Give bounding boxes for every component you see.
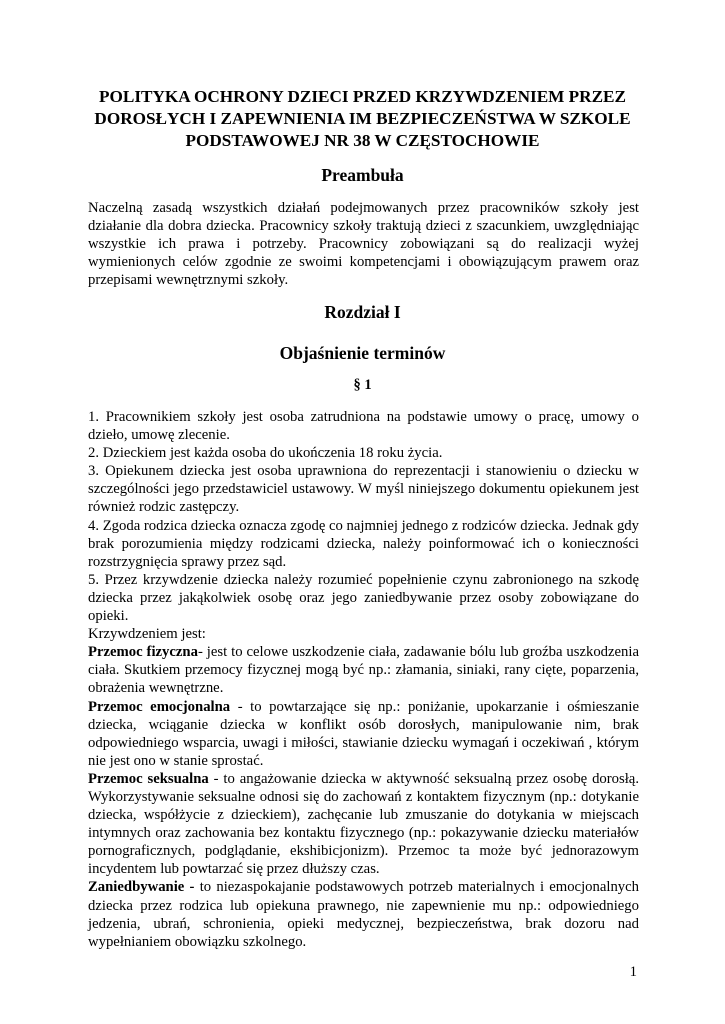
definition-term: Przemoc emocjonalna bbox=[88, 698, 231, 715]
page-number: 1 bbox=[629, 964, 637, 980]
list-item: 1. Pracownikiem szkoły jest osoba zatrudniona na podstawie umowy o pracę, umowy o dzieło, umowę zlecenie. bbox=[88, 409, 639, 444]
chapter-subheading: Objaśnienie terminów bbox=[279, 343, 446, 363]
definition-term: Przemoc seksualna bbox=[88, 770, 209, 787]
definitions-list bbox=[88, 408, 639, 951]
title-line: PODSTAWOWEJ NR 38 W CZĘSTOCHOWIE bbox=[185, 131, 540, 150]
definition-term: Zaniedbywanie - bbox=[88, 879, 195, 896]
definition-neglect bbox=[88, 878, 639, 950]
definition-text: to niezaspokajanie podstawowych potrzeb materialnych i emocjonalnych dziecka przez rodzica lub opiekuna prawnego, nie zapewnienie mu np.: odpowiedniego jedzenia, ubrań, schronienia, opieki medycznej, bezpieczeństwa, brak dozoru nad wypełnianiem obowiązku szkolnego. bbox=[88, 879, 639, 950]
definition-text: - jest to celowe uszkodzenie ciała, zadawanie bólu lub groźba uszkodzenia ciała. Skutkiem przemocy fizycznej mogą być np.: złamania, siniaki, rany cięte, poparzenia, obrażenia wewnętrzne. bbox=[88, 644, 639, 697]
definition-physical bbox=[88, 643, 639, 697]
document-title bbox=[88, 86, 637, 152]
list-item: 5. Przez krzywdzenie dziecka należy rozumieć popełnienie czynu zabronionego na szkodę dziecka przez jakąkolwiek osobę oraz jego zaniedbywanie przez osoby zobowiązane do opieki. bbox=[88, 571, 639, 625]
preamble-heading: Preambuła bbox=[321, 165, 404, 185]
chapter-heading: Rozdział I bbox=[324, 302, 401, 322]
definition-sexual bbox=[88, 770, 639, 879]
title-line: DOROSŁYCH I ZAPEWNIENIA IM BEZPIECZEŃSTWA W SZKOLE bbox=[94, 109, 631, 128]
definition-text: - to angażowanie dziecka w aktywność seksualną przez osobę dorosłą. Wykorzystywanie seksualne odnosi się do zachowań z kontaktem fizycznym (np.: dotykanie dziecka, współżycie z dzieckiem), zachęcanie lub zmuszanie do dotykania w miejscach intymnych oraz zachowania bez kontaktu fizycznego (np.: pokazywanie dziecku materiałów pornograficznych, podglądanie, ekshibicjonizm). Przemoc ta może być jednorazowym incydentem lub powtarzać się przez dłuższy czas. bbox=[88, 770, 639, 878]
title-line: POLITYKA OCHRONY DZIECI PRZED KRZYWDZENIEM PRZEZ bbox=[99, 87, 626, 106]
list-item: 3. Opiekunem dziecka jest osoba uprawniona do reprezentacji i stanowieniu o dziecku w szczególności jego przedstawiciel ustawowy. W myśl niniejszego dokumentu opiekunem jest również rodzic zastępczy. bbox=[88, 463, 639, 516]
list-item: 4. Zgoda rodzica dziecka oznacza zgodę co najmniej jednego z rodziców dziecka. Jednak gdy brak porozumienia między rodzicami dziecka, należy poinformować ich o konieczności rozstrzygnięcia sprawy przez sąd. bbox=[88, 517, 639, 570]
definition-emotional bbox=[88, 698, 639, 770]
definition-term: Przemoc fizyczna bbox=[88, 644, 198, 661]
section-mark: § 1 bbox=[353, 377, 372, 393]
list-item: 2. Dzieckiem jest każda osoba do ukończenia 18 roku życia. bbox=[88, 445, 443, 462]
definition-text: - to powtarzające się np.: poniżanie, upokarzanie i ośmieszanie dziecka, wciąganie dziecka w konflikt osób dorosłych, manipulowanie nim, brak odpowiedniego wsparcia, uwagi i miłości, stawianie dziecku wymagań i oczekiwań , którym nie jest ono w stanie sprostać. bbox=[88, 698, 639, 769]
list-item: Krzywdzeniem jest: bbox=[88, 626, 206, 643]
preamble-text: Naczelną zasadą wszystkich działań podejmowanych przez pracowników szkoły jest działanie dla dobra dziecka. Pracownicy szkoły traktują dzieci z szacunkiem, uwzględniając wszystkie ich prawa i potrzeby. Pracownicy zobowiązani są do realizacji wyżej wymienionych celów zgodnie ze swoimi kompetencjami i obowiązującym prawem oraz przepisami wewnętrznymi szkoły. bbox=[88, 200, 639, 289]
